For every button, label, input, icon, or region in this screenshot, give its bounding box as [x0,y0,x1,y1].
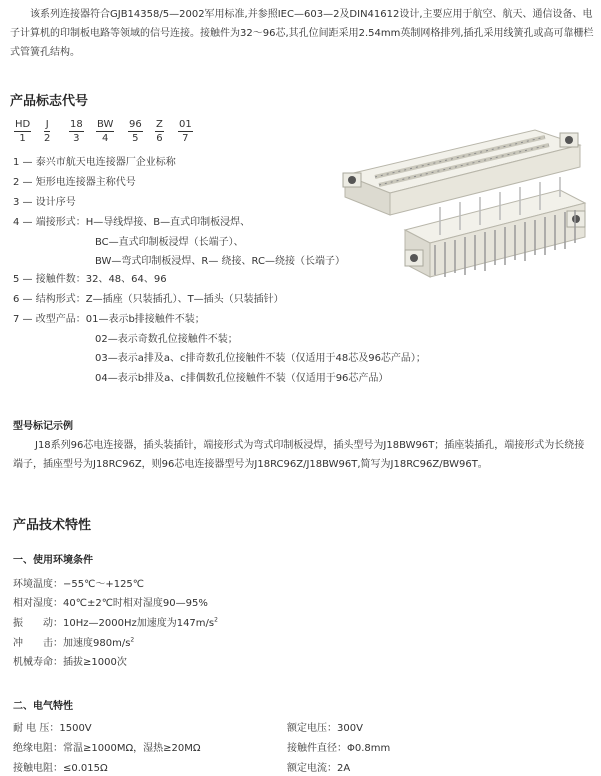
code-item: 5 — 接触件数：32、48、64、96 [13,274,167,285]
elec-row: 耐 电 压：1500V [13,723,92,734]
env-row: 振 动：10Hz—2000Hz加速度为$147m/s^2$ [13,616,218,629]
elec-row: 接触电阻：≤0.015Ω [13,763,108,774]
section-title-tech: 产品技术特性 [13,518,92,533]
intro-paragraph: 该系列连接器符合GJB14358/5—2002军用标准,并参照IEC—603—2及DIN41612设计,主要应用于航空、航天、通信设备、电子计算机的印制板电路等领域的信号连接。接触件为32～96芯,其孔位间距采用2.54mm英制网格排列,插孔采用线簧孔或高可靠栅栏式管簧孔结构。 [10,9,594,58]
elec-row: 额定电压：300V [287,723,363,734]
elec-row: 额定电流：2A [287,763,351,774]
code-segment: BW 4 [97,119,114,144]
connector-product-image [335,115,597,290]
code-item: 02—表示奇数孔位接触件不装； [95,334,238,345]
env-row: 机械寿命：插拔≥1000次 [13,657,127,668]
code-segment: 18 3 [70,119,83,144]
env-title: 一、使用环境条件 [13,555,93,566]
env-row: 环境温度：−55℃～+125℃ [13,579,145,590]
code-item: 7 — 改型产品：01—表示b排接触件不装； [13,314,205,325]
code-item: 3 — 设计序号 [13,197,76,208]
code-segment: HD 1 [15,119,31,144]
elec-row: 绝缘电阻：常温≥1000MΩ，湿热≥20MΩ [13,743,201,754]
env-row: 冲 击：加速度$980m/s^2$ [13,636,135,649]
code-segment: J 2 [44,119,51,144]
code-item: BC—直式印制板浸焊（长端子）、 [95,237,244,248]
example-paragraph: J18系列96芯电连接器，插头装插针，端接形式为弯式印制板浸焊，插头型号为J18BW96T；插座装插孔，端接形式为长绕接端子，插座型号为J18RC96Z，则96芯电连接器型号为J18RC96Z/J18BW96T,简写为J18RC96Z/BW96T。 [13,440,585,470]
code-segment: 01 7 [179,119,192,144]
code-item: 1 — 泰兴市航天电连接器厂企业标称 [13,157,176,168]
code-item: 4 — 端接形式：H—导线焊接、B—直式印制板浸焊、 [13,217,251,228]
code-item: 6 — 结构形式：Z—插座（只装插孔）、T—插头（只装插针） [13,294,284,305]
code-item: BW—弯式印制板浸焊、R— 绕接、RC—绕接（长端子） [95,256,345,267]
code-segment: 96 5 [129,119,142,144]
elec-row: 接触件直径：Φ0.8mm [287,743,391,754]
elec-title: 二、电气特性 [13,701,73,712]
section-title-code: 产品标志代号 [10,94,89,109]
code-diagram [14,118,214,146]
code-item: 04—表示b排及a、c排偶数孔位接触件不装（仅适用于96芯产品） [95,373,389,384]
example-title: 型号标记示例 [13,421,73,432]
env-row: 相对湿度：40℃±2℃时相对湿度90—95% [13,598,208,609]
code-segment: Z 6 [156,119,163,144]
code-item: 03—表示a排及a、c排奇数孔位接触件不装（仅适用于48芯及96芯产品）； [95,353,426,364]
code-item: 2 — 矩形电连接器主称代号 [13,177,136,188]
